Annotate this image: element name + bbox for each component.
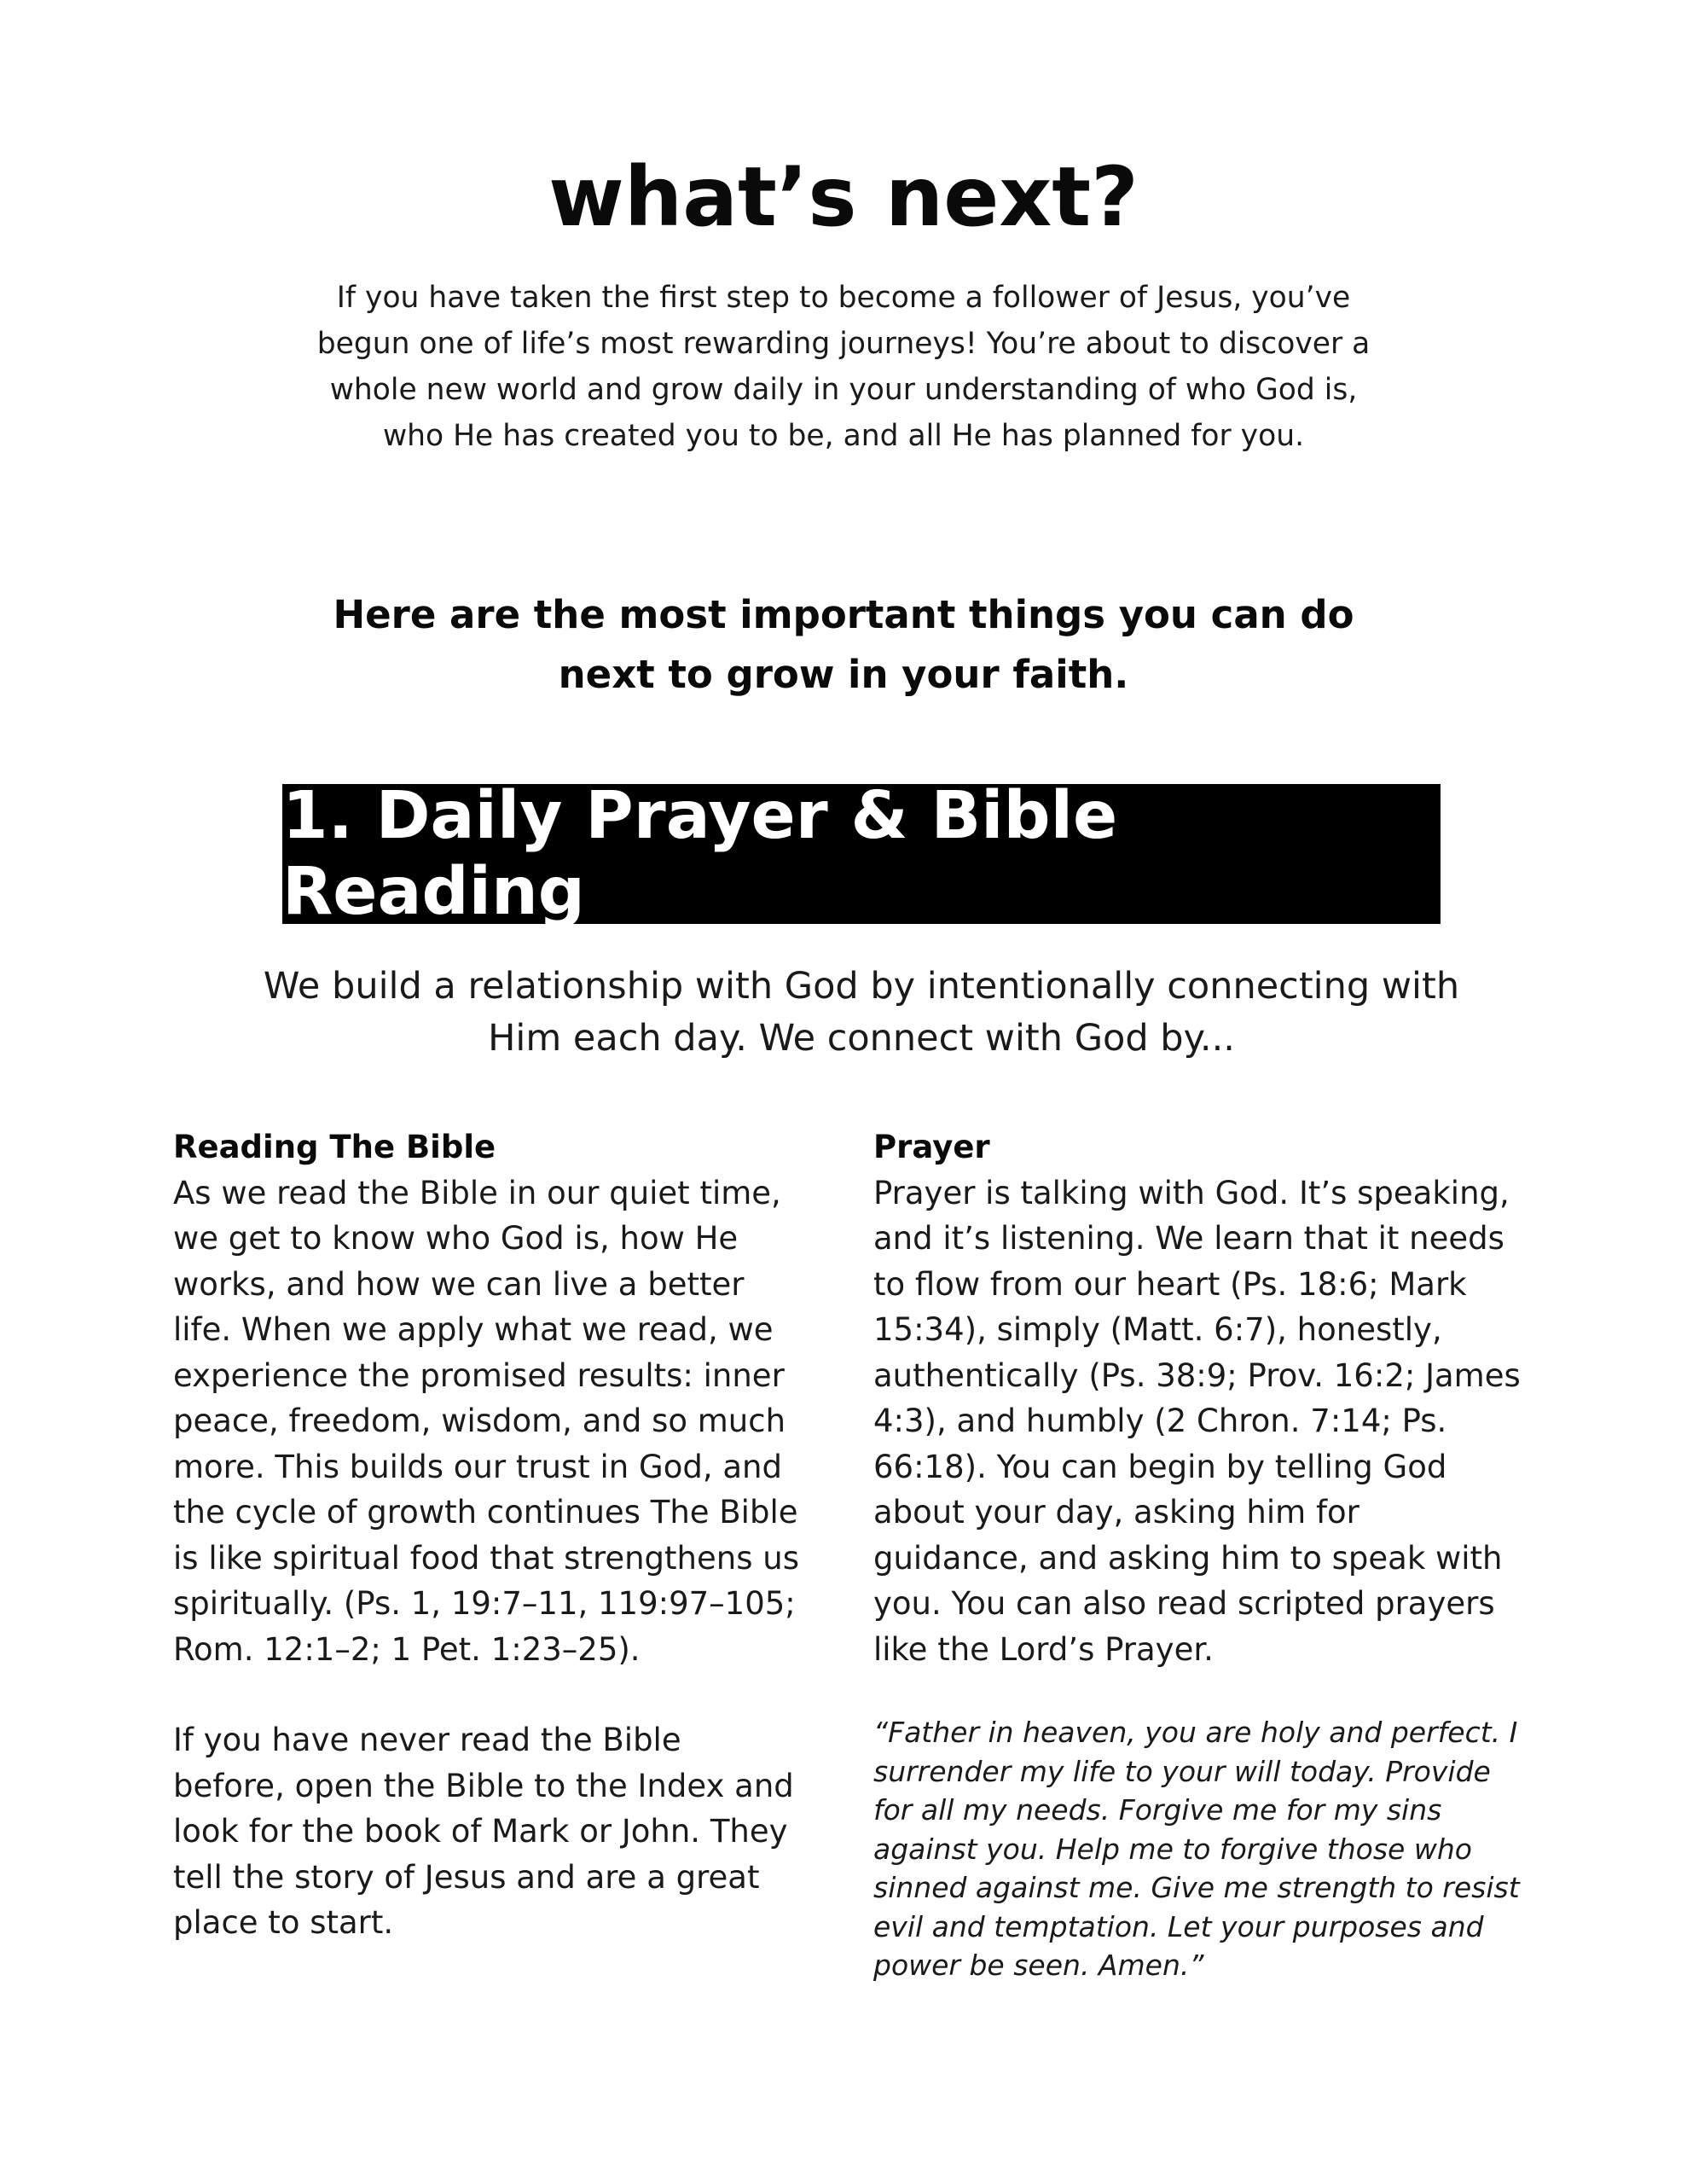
reading-column: [173, 1124, 800, 1946]
intro-paragraph: If you have taken the first step to become a follower of Jesus, you’ve begun one of life’s most rewarding journeys! You’re about to discover a whole new world and grow daily in your understanding of who God is, who He has created you to be, and all He has planned for you.: [316, 281, 1371, 453]
reading-body: As we read the Bible in our quiet time, we get to know who God is, how He works, and how we can live a better life. When we apply what we read, we experience the promised results: inner peace, freedom, wisdom, and so much more. This builds our trust in God, and the cycle of growth continues The Bible is like spiritual food that strengthens us spiritually. (Ps. 1, 19:7–11, 119:97–105; Rom. 12:1–2; 1 Pet. 1:23–25).: [173, 1174, 799, 1668]
prayer-column: [873, 1124, 1522, 1985]
prayer-heading: Prayer: [873, 1129, 990, 1165]
section-banner-title: 1. Daily Prayer & Bible Reading: [282, 778, 1118, 930]
prayer-body: Prayer is talking with God. It’s speaking, and it’s listening. We learn that it needs to flow from our heart (Ps. 18:6; Mark 15:34), simply (Matt. 6:7), honestly, authentically (Ps. 38:9; Prov. 16:2; James 4:3), and humbly (2 Chron. 7:14; Ps. 66:18). You can begin by telling God about your day, asking him for guidance, and asking him to speak with you. You can also read scripted prayers like the Lord’s Prayer.: [873, 1174, 1521, 1668]
reading-tip: If you have never read the Bible before, open the Bible to the Index and look for the book of Mark or John. They tell the story of Jesus and are a great place to start.: [173, 1722, 794, 1941]
section-intro: We build a relationship with God by intentionally connecting with Him each day. We connect with God by...: [263, 965, 1460, 1060]
page-title: what’s next?: [548, 149, 1139, 246]
prayer-quote: “Father in heaven, you are holy and perfect. I surrender my life to your will today. Provide for all my needs. Forgive me for my sins against you. Help me to forgive those who sinned against me. Give me strength to resist evil and temptation. Let your purposes and power be seen. Amen.”: [873, 1716, 1520, 1982]
section-banner: [282, 778, 1441, 930]
reading-heading: Reading The Bible: [173, 1129, 496, 1165]
subheading: Here are the most important things you can do next to grow in your faith.: [333, 592, 1354, 697]
